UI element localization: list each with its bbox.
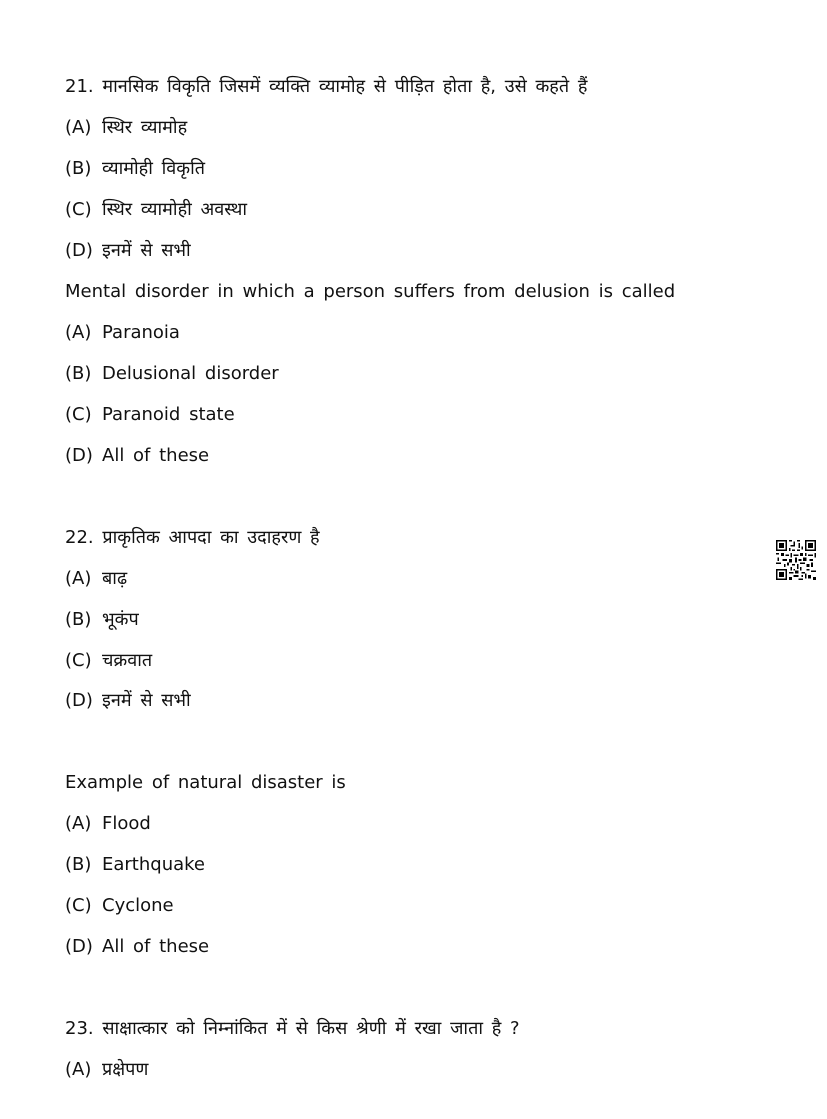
q21-hindi-option-b <box>65 157 205 181</box>
q21-english-option-d <box>65 444 209 468</box>
q23-hindi-stem: 23. साक्षात्कार को निम्नांकित में से किस श्रेणी में रखा जाता है ? <box>65 1018 520 1039</box>
q22-english-option-c <box>65 894 174 918</box>
q21-english-stem: Mental disorder in which a person suffers from delusion is called <box>65 281 676 302</box>
qr-code-icon <box>776 540 816 580</box>
q22-hindi-option-d <box>65 689 191 713</box>
option-letter: (C) <box>65 199 92 220</box>
option-letter: (B) <box>65 609 92 630</box>
option-text: प्रक्षेपण <box>102 1059 149 1080</box>
option-text: स्थिर व्यामोह <box>102 117 188 138</box>
q22-hindi-option-c <box>65 649 152 673</box>
option-text: बाढ़ <box>102 568 128 589</box>
option-letter: (D) <box>65 240 93 261</box>
option-letter: (B) <box>65 854 92 875</box>
option-letter: (C) <box>65 404 92 425</box>
q21-english-option-c <box>65 403 235 427</box>
q22-hindi-stem: 22. प्राकृतिक आपदा का उदाहरण है <box>65 527 320 548</box>
option-text: Earthquake <box>102 854 205 875</box>
option-letter: (C) <box>65 895 92 916</box>
option-text: Delusional disorder <box>102 363 279 384</box>
option-text: भूकंप <box>102 609 139 630</box>
option-text: Cyclone <box>102 895 174 916</box>
q22-english-option-b <box>65 853 205 877</box>
q21-hindi-option-a <box>65 116 187 140</box>
q21-hindi-stem: 21. मानसिक विकृति जिसमें व्यक्ति व्यामोह से पीड़ित होता है, उसे कहते हैं <box>65 76 588 97</box>
q22-english-option-d <box>65 935 209 959</box>
q21-english-option-a <box>65 321 180 345</box>
option-letter: (A) <box>65 322 92 343</box>
option-letter: (A) <box>65 813 92 834</box>
q22-english-option-a <box>65 812 151 836</box>
option-text: All of these <box>102 936 210 957</box>
option-text: All of these <box>102 445 210 466</box>
option-text: इनमें से सभी <box>102 240 191 261</box>
option-text: स्थिर व्यामोही अवस्था <box>102 199 248 220</box>
option-text: Paranoid state <box>102 404 235 425</box>
option-text: Flood <box>102 813 151 834</box>
option-text: व्यामोही विकृति <box>102 158 206 179</box>
option-letter: (A) <box>65 1059 92 1080</box>
option-letter: (D) <box>65 690 93 711</box>
option-text: इनमें से सभी <box>102 690 191 711</box>
option-letter: (C) <box>65 650 92 671</box>
q22-hindi-option-a <box>65 567 127 591</box>
q21-english-option-b <box>65 362 279 386</box>
q21-hindi-option-d <box>65 239 191 263</box>
q23-hindi-option-a <box>65 1058 148 1082</box>
option-letter: (D) <box>65 445 93 466</box>
q22-english-stem: Example of natural disaster is <box>65 772 346 793</box>
option-letter: (A) <box>65 568 92 589</box>
option-letter: (D) <box>65 936 93 957</box>
option-text: Paranoia <box>102 322 180 343</box>
option-letter: (B) <box>65 363 92 384</box>
q21-hindi-option-c <box>65 198 247 222</box>
option-text: चक्रवात <box>102 650 153 671</box>
option-letter: (B) <box>65 158 92 179</box>
q22-hindi-option-b <box>65 608 139 632</box>
option-letter: (A) <box>65 117 92 138</box>
